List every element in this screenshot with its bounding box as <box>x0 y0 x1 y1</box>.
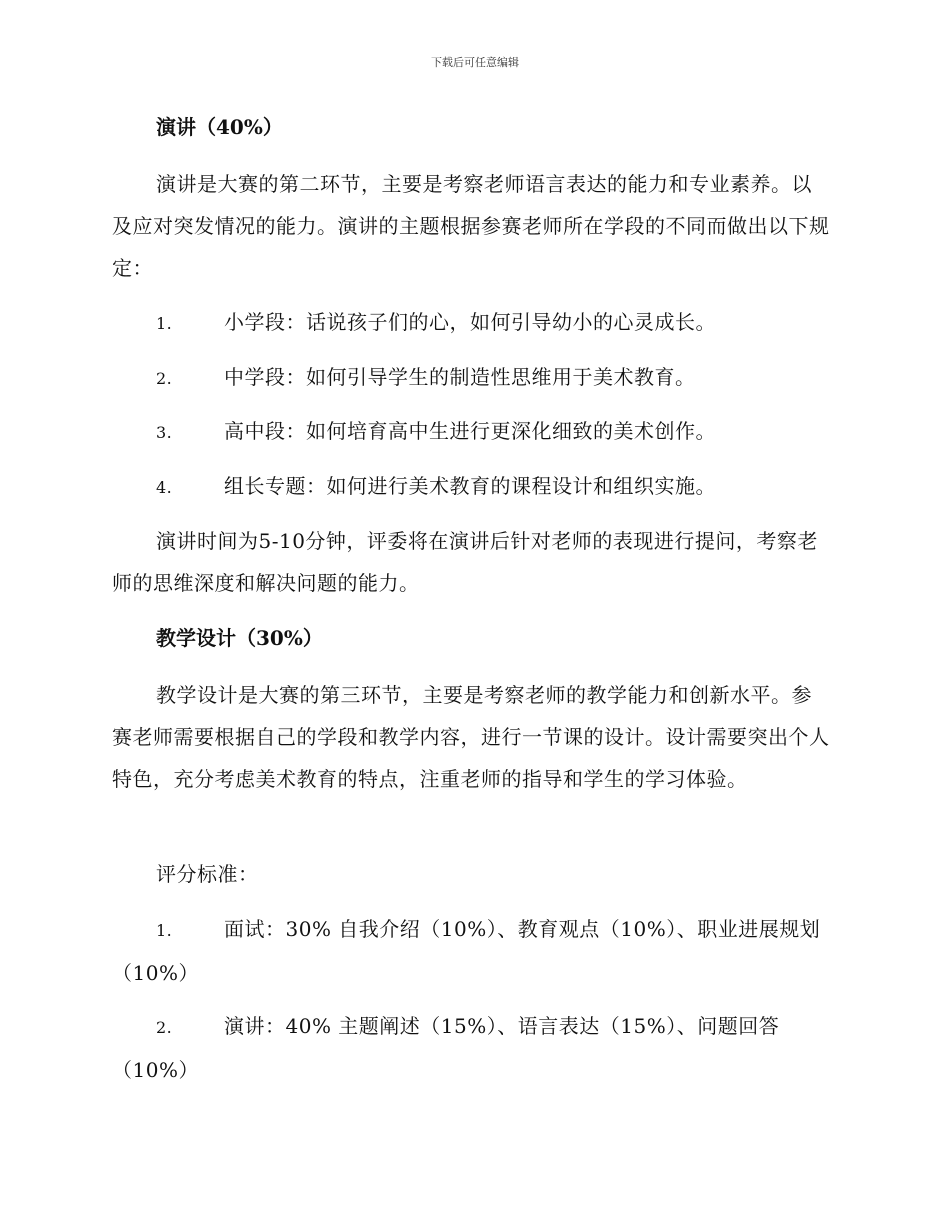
list-item-text: 组长专题：如何进行美术教育的课程设计和组织实施。 <box>224 474 716 498</box>
list-item-number: 4. <box>156 478 173 497</box>
list-item-text: 面试：30% 自我介绍（10%）、教育观点（10%）、职业进展规划（10%） <box>112 917 821 985</box>
list-item-text: 演讲：40% 主题阐述（15%）、语言表达（15%）、问题回答（10%） <box>112 1014 780 1082</box>
list-item-text: 高中段：如何培育高中生进行更深化细致的美术创作。 <box>224 419 716 443</box>
list-item-number: 1. <box>156 921 173 940</box>
scoring-list-item <box>112 908 832 994</box>
list-item-number: 2. <box>156 1018 173 1037</box>
speech-list-item <box>156 301 836 345</box>
list-item-number: 2. <box>156 369 173 388</box>
scoring-label: 评分标准： <box>156 862 259 886</box>
scoring-list-item <box>112 1005 832 1091</box>
speech-list-item <box>156 410 836 454</box>
teaching-design-paragraph: 教学设计是大赛的第三环节，主要是考察老师的教学能力和创新水平。参赛老师需要根据自己的学段和教学内容，进行一节课的设计。设计需要突出个人特色，充分考虑美术教育的特点，注重老师的指导和学生的学习体验。 <box>112 683 830 791</box>
page-header-note: 下载后可任意编辑 <box>431 56 519 69</box>
speech-intro-paragraph: 演讲是大赛的第二环节，主要是考察老师语言表达的能力和专业素养。以及应对突发情况的能力。演讲的主题根据参赛老师所在学段的不同而做出以下规定： <box>112 172 830 280</box>
speech-heading: 演讲（40%） <box>156 115 283 139</box>
list-item-text: 小学段：话说孩子们的心，如何引导幼小的心灵成长。 <box>224 310 716 334</box>
speech-closing-paragraph: 演讲时间为5-10分钟，评委将在演讲后针对老师的表现进行提问，考察老师的思维深度和解决问题的能力。 <box>112 529 818 595</box>
list-item-text: 中学段：如何引导学生的制造性思维用于美术教育。 <box>224 365 696 389</box>
teaching-design-heading: 教学设计（30%） <box>156 626 323 650</box>
list-item-number: 3. <box>156 423 173 442</box>
speech-list-item <box>156 356 836 400</box>
speech-list-item <box>156 465 836 509</box>
list-item-number: 1. <box>156 314 173 333</box>
